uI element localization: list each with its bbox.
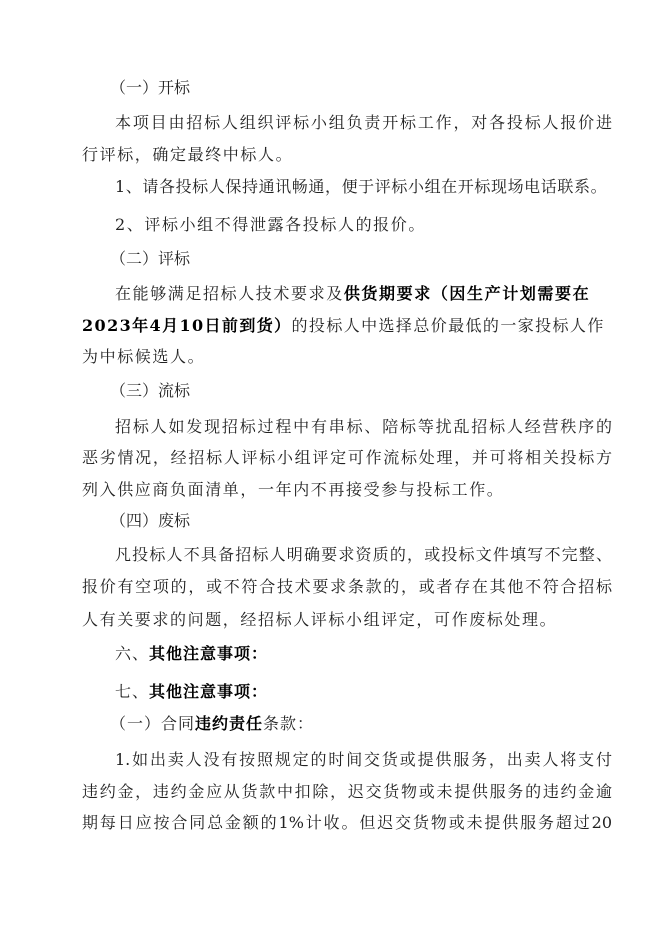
paragraph-line: 招标人如发现招标过程中有串标、陪标等扰乱招标人经营秩序的 [115,417,612,436]
paragraph-line [115,284,590,304]
bold-delivery-date: 2023年4月10日前到货） [82,316,292,335]
section-title: 其他注意事项： [149,644,269,663]
section-heading-invalid-bid: （四）废标 [110,511,191,530]
paragraph-line: 本项目由招标人组织评标小组负责开标工作，对各投标人报价进 [115,113,612,132]
section-heading-failed-bid: （三）流标 [110,381,191,400]
paragraph-line: 恶劣情况，经招标人评标小组评定可作流标处理，并可将相关投标方 [82,448,612,467]
section-heading-evaluation: （二）评标 [110,249,191,268]
section-heading-bid-opening: （一）开标 [110,78,191,97]
paragraph-line: 为中标候选人。 [82,347,206,366]
section-number: 六、 [115,644,150,663]
list-item: 2、评标小组不得泄露各投标人的报价。 [115,215,426,234]
text: （一）合同 [110,714,196,733]
paragraph-line: 凡投标人不具备招标人明确要求资质的，或投标文件填写不完整、 [115,545,612,564]
subsection-heading-breach [110,714,314,734]
paragraph-line: 列入供应商负面清单，一年内不再接受参与投标工作。 [82,480,505,499]
section-number: 七、 [115,682,150,701]
paragraph-line: 违约金，违约金应从货款中扣除，迟交货物或未提供服务的违约金逾 [82,782,612,801]
paragraph-line: 报价有空项的，或不符合技术要求条款的，或者存在其他不符合招标 [82,577,612,596]
paragraph-line [82,316,605,336]
section-heading-seven [115,682,268,702]
paragraph-line: 行评标，确定最终中标人。 [82,145,294,164]
list-item: 1、请各投标人保持通讯畅通，便于评标小组在开标现场电话联系。 [115,177,608,196]
paragraph-line: 1.如出卖人没有按照规定的时间交货或提供服务，出卖人将支付 [115,750,612,769]
paragraph-line: 人有关要求的问题，经招标人评标小组评定，可作废标处理。 [82,610,558,629]
text: 条款： [263,714,315,733]
paragraph-line: 期每日应按合同总金额的1%计收。但迟交货物或未提供服务超过20 [82,813,612,832]
text: 在能够满足招标人技术要求及 [115,284,344,303]
section-heading-six [115,644,268,664]
bold-text: 供货期要求（因生产计划需要在 [343,284,591,303]
bold-text: 违约责任 [195,714,264,733]
text: 的投标人中选择总价最低的一家投标人作 [291,316,605,335]
section-title: 其他注意事项： [149,682,269,701]
